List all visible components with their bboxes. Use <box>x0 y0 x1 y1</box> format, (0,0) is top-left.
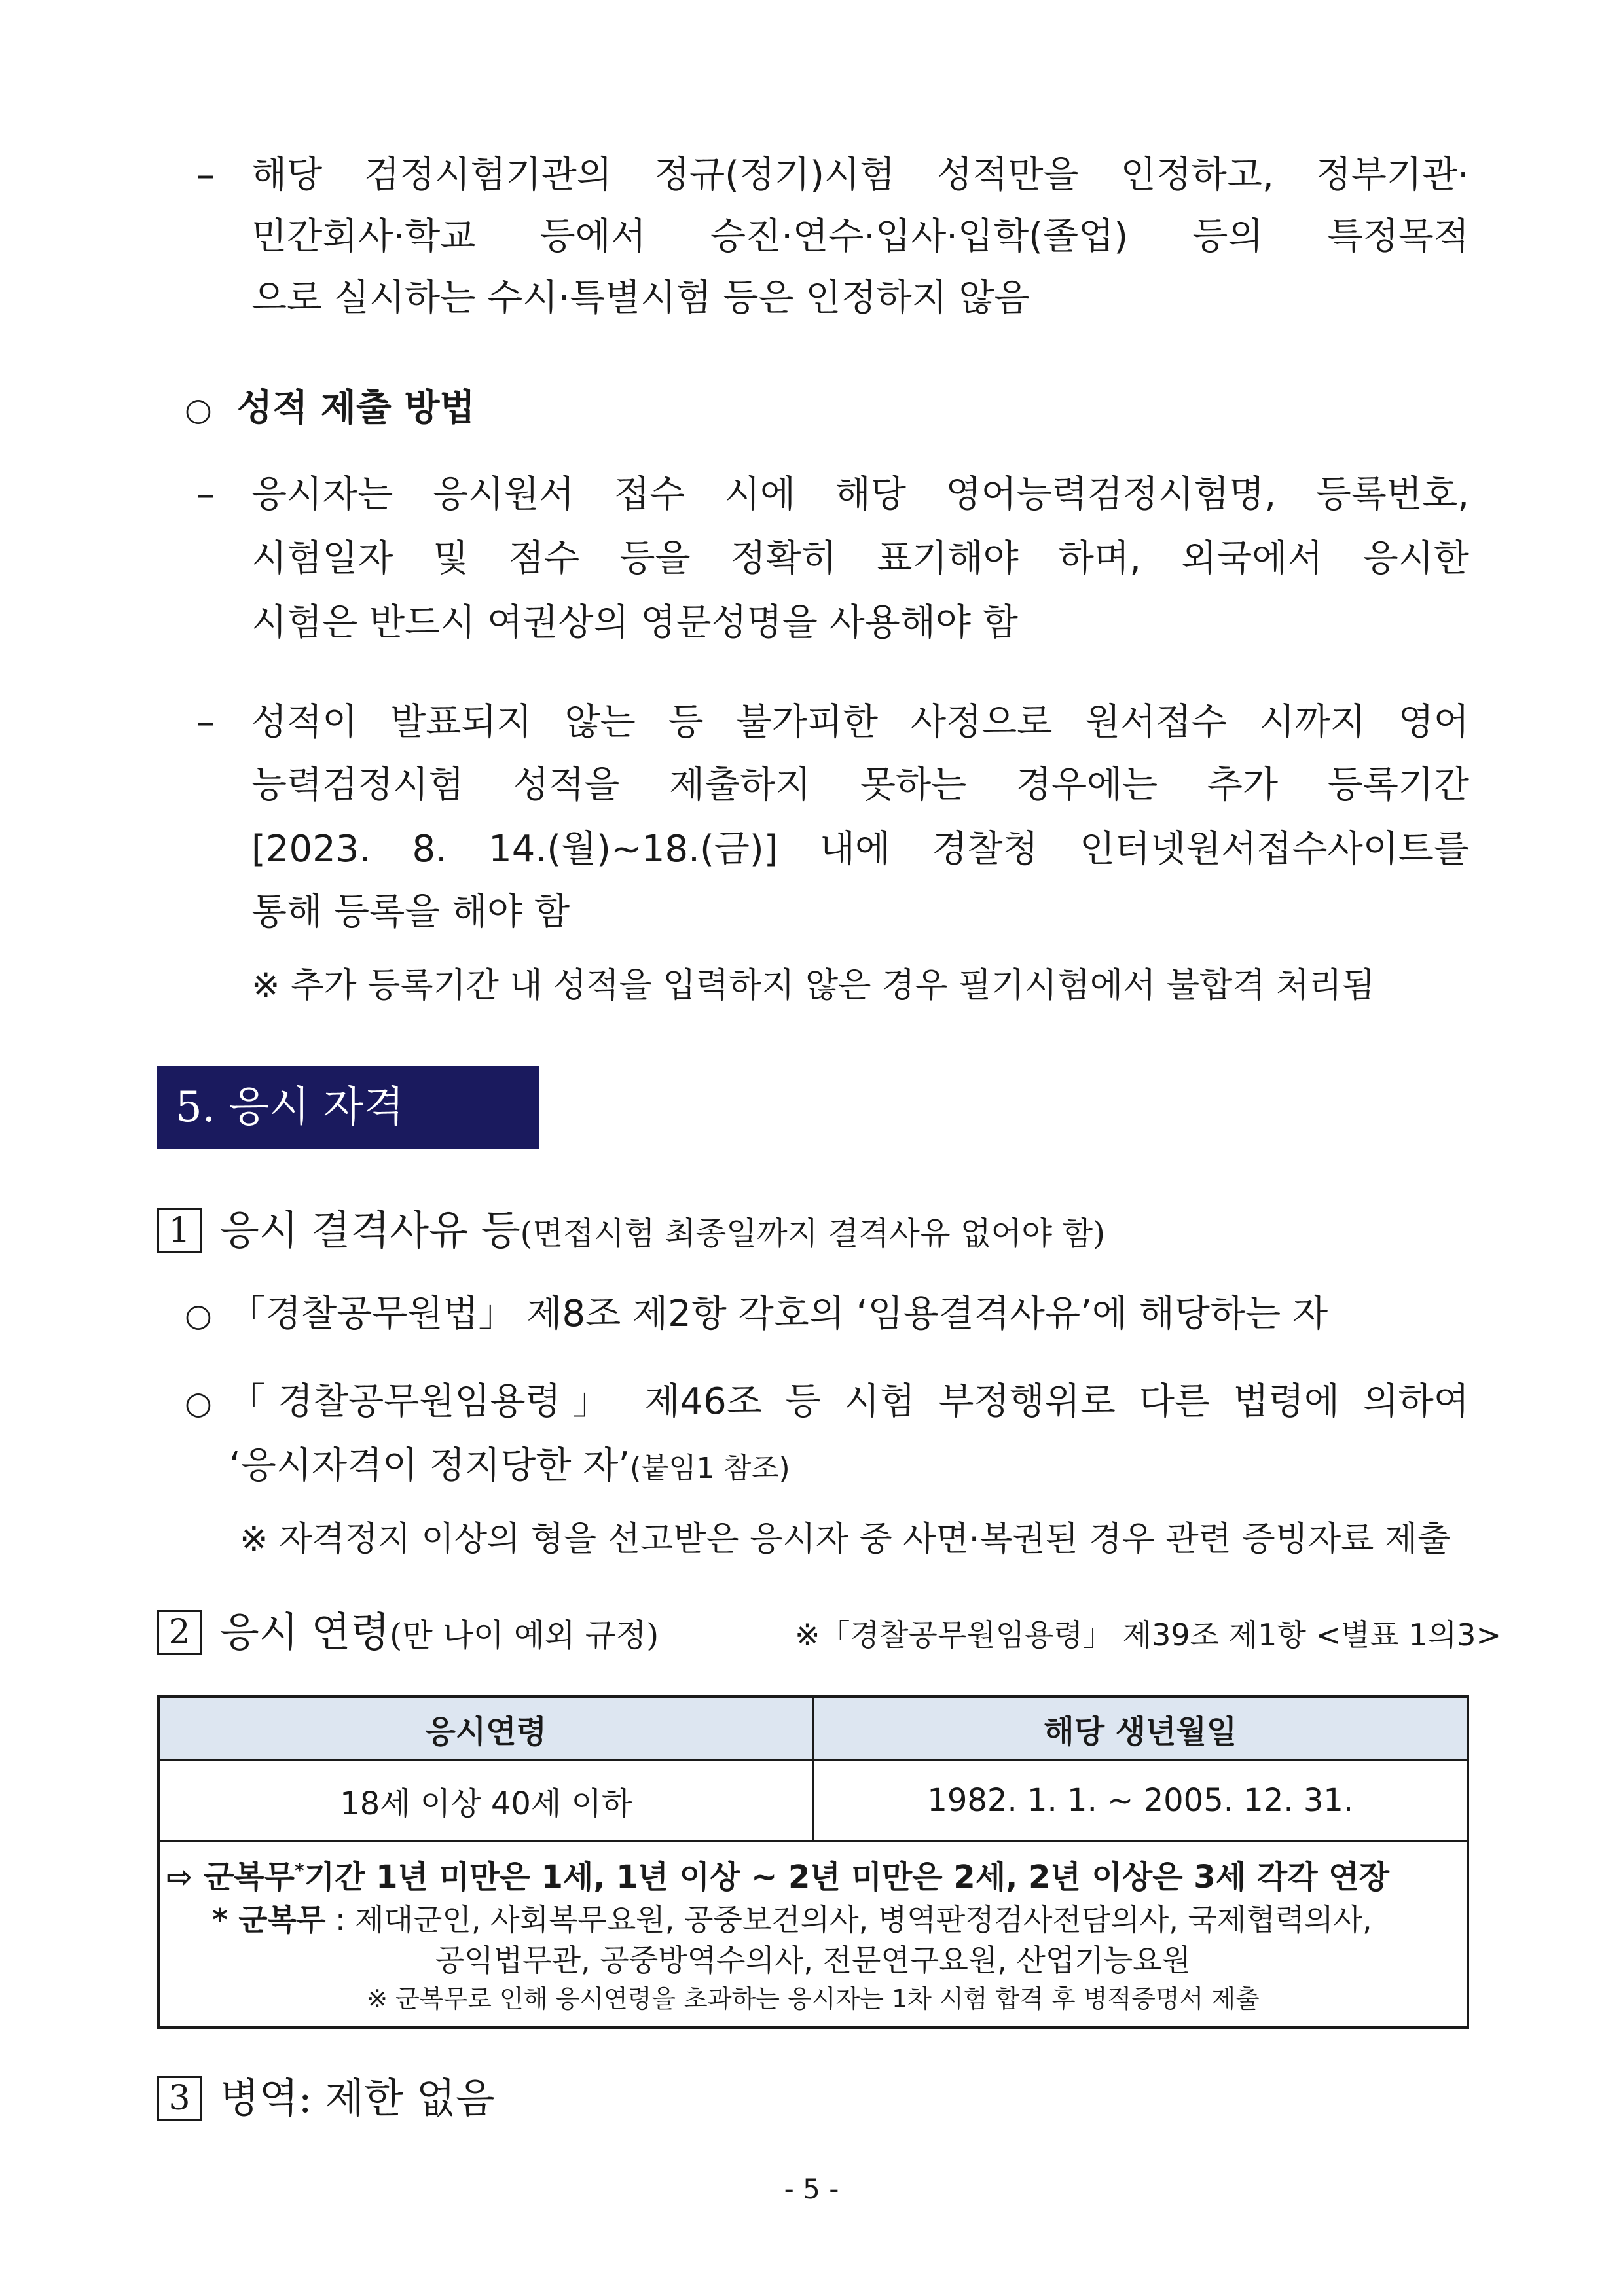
table-row <box>158 1761 1468 1841</box>
military-extension-note <box>166 1848 1460 1899</box>
circle-bullet: ○ <box>185 1297 212 1334</box>
subsection-title: 병역: 제한 없음 <box>220 2074 495 2122</box>
table-cell: 1982. 1. 1. ~ 2005. 12. 31. <box>813 1761 1468 1841</box>
circle-bullet: ○ <box>185 391 212 428</box>
military-service-term: 군복무 <box>203 1859 295 1895</box>
military-definition-label: * 군복무 <box>212 1902 326 1937</box>
dash-marker: – <box>196 701 215 744</box>
page-number: - 5 - <box>784 2173 839 2205</box>
age-table <box>157 1695 1469 2029</box>
item1-line1: 해당 검정시험기관의 정규(정기)시험 성적만을 인정하고, 정부기관· <box>251 154 1469 196</box>
item1-line3: 으로 실시하는 수시·특별시험 등은 인정하지 않음 <box>251 277 1030 319</box>
subsection-number-box: 1 <box>157 1208 202 1253</box>
dash-marker: – <box>196 473 215 516</box>
item2-line2: 시험일자 및 점수 등을 정확히 표기해야 하며, 외국에서 응시한 <box>251 537 1469 580</box>
disqualification-item-2-ref: (붙임1 참조) <box>630 1452 790 1485</box>
table-note-cell <box>158 1841 1468 2028</box>
item3-line4: 통해 등록을 해야 함 <box>251 891 570 933</box>
table-header: 해당 생년월일 <box>813 1696 1468 1761</box>
table-note-row <box>158 1841 1468 2028</box>
submit-method-heading: 성적 제출 방법 <box>237 387 475 429</box>
item1-line2: 민간회사·학교 등에서 승진·연수·입사·입학(졸업) 등의 특정목적 <box>251 215 1469 258</box>
military-definition-cont: 공익법무관, 공중방역수의사, 전문연구요원, 산업기능요원 <box>435 1943 1192 1978</box>
table-header-row <box>158 1696 1468 1761</box>
subsection-title-text: 응시 연령 <box>220 1608 390 1656</box>
item2-line3: 시험은 반드시 여권상의 영문성명을 사용해야 함 <box>251 601 1018 644</box>
subsection-title-paren: (만 나이 예외 규정) <box>390 1617 659 1654</box>
dash-marker: – <box>196 154 215 196</box>
military-definition <box>166 1899 1460 1940</box>
item2-line1: 응시자는 응시원서 접수 시에 해당 영어능력검정시험명, 등록번호, <box>251 473 1469 516</box>
disqualification-item-1: 「경찰공무원법」 제8조 제2항 각호의 ‘임용결격사유’에 해당하는 자 <box>229 1293 1328 1335</box>
subsection-number-box: 2 <box>157 1610 202 1655</box>
disqualification-item-2-line2 <box>229 1440 790 1495</box>
subsection-title <box>220 1204 1105 1260</box>
legal-reference: ※「경찰공무원임용령」 제39조 제1항 <별표 1의3> <box>795 1617 1501 1653</box>
table-cell: 18세 이상 40세 이하 <box>158 1761 813 1841</box>
table-header: 응시연령 <box>158 1696 813 1761</box>
pardon-note: ※ 자격정지 이상의 형을 선고받은 응시자 중 사면·복권된 경우 관련 증빙자료 제출 <box>240 1520 1451 1559</box>
subsection-title-paren: (면접시험 최종일까지 결격사유 없어야 함) <box>520 1215 1106 1252</box>
footnote-marker: * <box>295 1859 304 1881</box>
subsection-title-text: 응시 결격사유 등 <box>220 1206 520 1254</box>
military-age-note: ※ 군복무로 인해 응시연령을 초과하는 응시자는 1차 시험 합격 후 병적증명서 제출 <box>367 1984 1260 2013</box>
item3-line1: 성적이 발표되지 않는 등 불가피한 사정으로 원서접수 시까지 영어 <box>251 701 1469 744</box>
section-title: 5. 응시 자격 <box>175 1083 405 1132</box>
item3-line2: 능력검정시험 성적을 제출하지 못하는 경우에는 추가 등록기간 <box>251 764 1469 806</box>
item3-line3: [2023. 8. 14.(월)~18.(금)] 내에 경찰청 인터넷원서접수사이트를 <box>251 828 1469 870</box>
arrow-icon: ⇨ <box>166 1859 193 1895</box>
disqualification-item-2-text: ‘응시자격이 정지당한 자’ <box>229 1444 630 1487</box>
subsection-title <box>220 1606 659 1662</box>
military-extension-text: 기간 1년 미만은 1세, 1년 이상 ~ 2년 미만은 2세, 2년 이상은 3세 각각 연장 <box>304 1859 1389 1895</box>
military-definition-text: : 제대군인, 사회복무요원, 공중보건의사, 병역판정검사전담의사, 국제협력의사, <box>325 1902 1372 1937</box>
disqualification-item-2-line1: 「경찰공무원임용령」 제46조 등 시험 부정행위로 다른 법령에 의하여 <box>229 1380 1469 1423</box>
circle-bullet: ○ <box>185 1385 212 1422</box>
subsection-number-box: 3 <box>157 2076 202 2121</box>
item3-note: ※ 추가 등록기간 내 성적을 입력하지 않은 경우 필기시험에서 불합격 처리됨 <box>251 966 1375 1005</box>
